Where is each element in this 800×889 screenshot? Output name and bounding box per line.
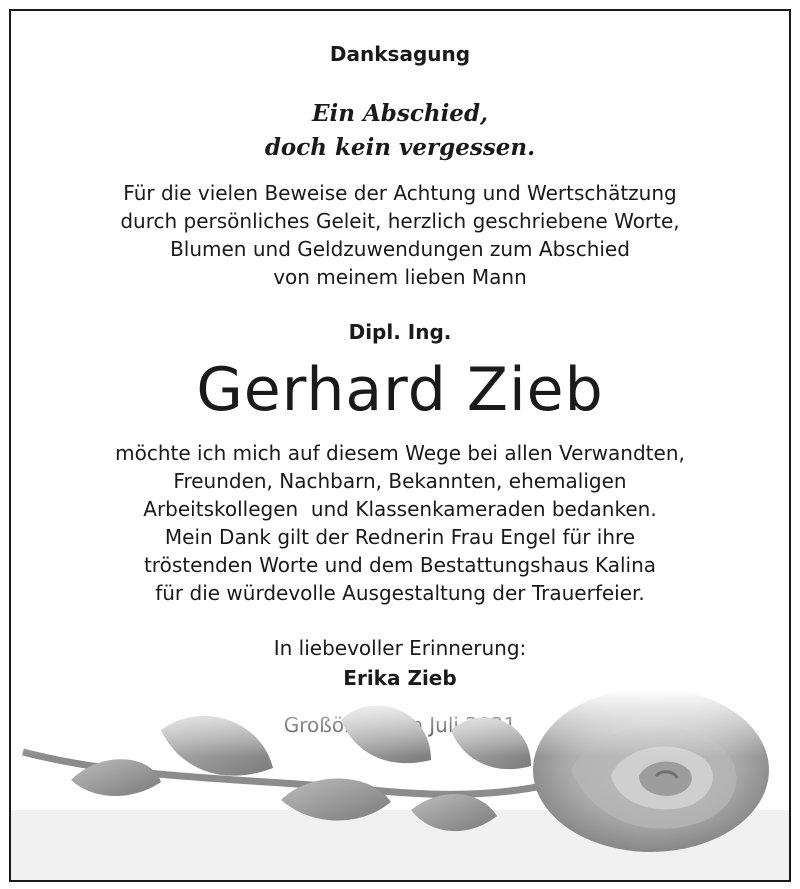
rose-photo <box>11 690 789 880</box>
closing-line: In liebevoller Erinnerung: <box>273 636 527 660</box>
thanks-line: Mein Dank gilt der Rednerin Frau Engel für ihre <box>164 525 636 549</box>
obituary-notice <box>9 9 791 882</box>
intro-line: von meinem lieben Mann <box>273 265 527 289</box>
signer-name: Erika Zieb <box>343 666 457 690</box>
thanks-line: möchte ich mich auf diesem Wege bei allen Verwandten, <box>115 441 685 465</box>
thanks-line: tröstenden Worte und dem Bestattungshaus Kalina <box>143 553 657 577</box>
thanks-paragraph <box>11 439 789 607</box>
deceased-title: Dipl. Ing. <box>348 320 452 344</box>
motto-line: doch kein vergessen. <box>264 134 536 161</box>
intro-line: Blumen und Geldzuwendungen zum Abschied <box>170 237 630 261</box>
thanks-line: Arbeitskollegen und Klassenkameraden bedanken. <box>143 497 657 521</box>
intro-line: durch persönliches Geleit, herzlich geschriebene Worte, <box>120 209 680 233</box>
notice-heading: Danksagung <box>329 42 471 66</box>
thanks-line: für die würdevolle Ausgestaltung der Trauerfeier. <box>155 581 645 605</box>
motto <box>11 97 789 165</box>
motto-line: Ein Abschied, <box>311 100 489 127</box>
deceased-name: Gerhard Zieb <box>196 355 604 425</box>
intro-line: Für die vielen Beweise der Achtung und Wertschätzung <box>123 181 677 205</box>
intro-paragraph <box>11 179 789 291</box>
thanks-line: Freunden, Nachbarn, Bekannten, ehemaligen <box>173 469 627 493</box>
